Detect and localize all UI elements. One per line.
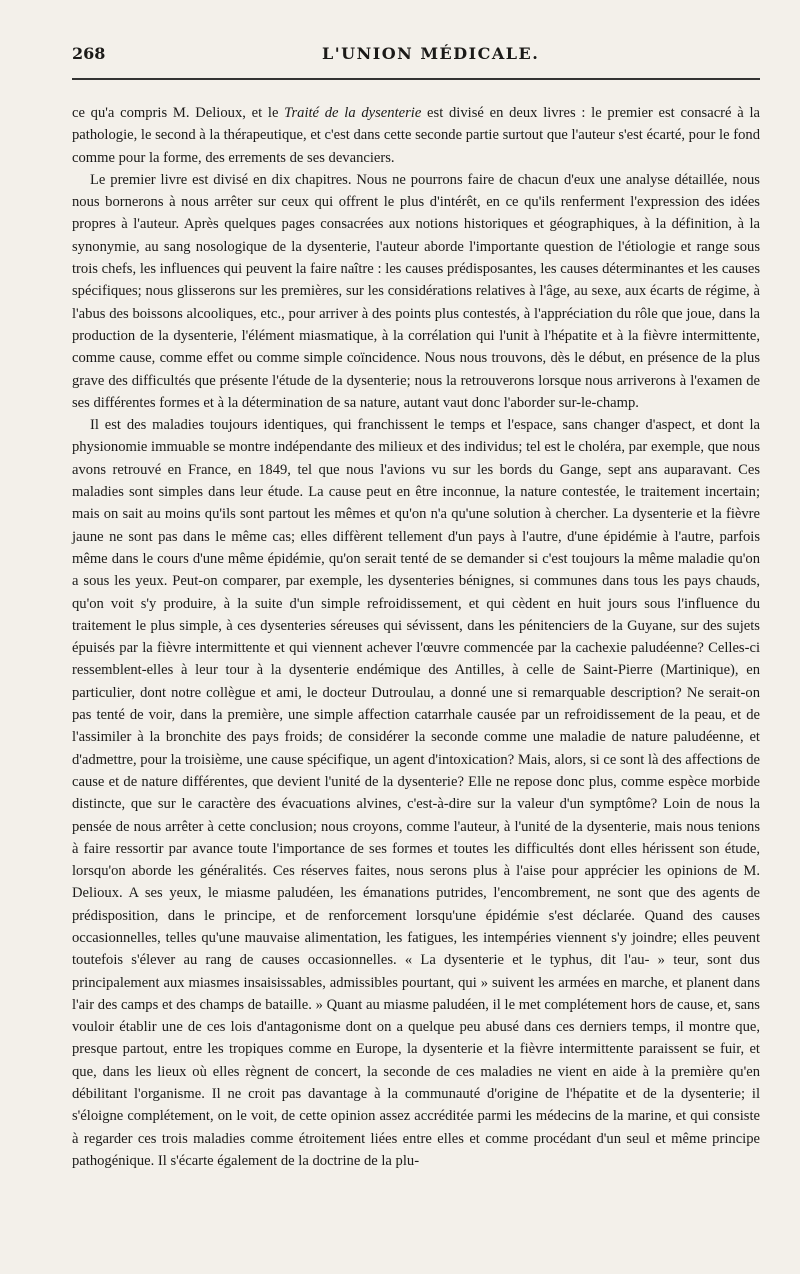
paragraph [72, 102, 760, 169]
page-number: 268 [72, 44, 106, 63]
book-title: Traité de la dysenterie [284, 105, 422, 121]
paragraph-text: est divisé en deux livres : le premier est consacré à la pathologie, le second à la thérapeutique, et c'est dans cette seconde partie surtout que l'auteur s'est écarté, pour le fond comme pour la forme, des errements de ses devanciers. [72, 105, 760, 166]
body-text [72, 102, 760, 1172]
paragraph: Le premier livre est divisé en dix chapitres. Nous ne pourrons faire de chacun d'eux une analyse détaillée, nous nous bornerons à nous arrêter sur ceux qui offrent le plus d'intérêt, en ce qu'ils renferment l'expression des idées propres à l'auteur. Après quelques pages consacrées aux notions historiques et géographiques, à la définition, à la synonymie, au sang nosologique de la dysenterie, l'auteur aborde l'importante question de l'étiologie et range sous trois chefs, les influences qui peuvent la faire naître : les causes prédisposantes, les causes déterminantes et les causes spécifiques; nous glisserons sur les premières, sur les considérations relatives à l'âge, au sexe, aux écarts de régime, à l'abus des boissons alcooliques, etc., pour arriver à des points plus contestés, à l'appréciation du rôle que joue, dans la production de la dysenterie, l'élément miasmatique, à la corrélation qui l'unit à l'hépatite et à la fièvre intermittente, comme cause, comme effet ou comme simple coïncidence. Nous nous trouvons, dès le début, en présence de la plus grave des difficultés que présente l'étude de la dysenterie; nous la retrouverons lorsque nous arriverons à l'examen de ses différentes formes et à la détermination de sa nature, autant vaut donc l'aborder sur-le-champ. [72, 171, 760, 411]
page-header [72, 44, 760, 80]
running-title: L'UNION MÉDICALE. [322, 44, 540, 63]
paragraph-text: ce qu'a compris M. Delioux, et le [72, 105, 285, 121]
paragraph: Il est des maladies toujours identiques, qui franchissent le temps et l'espace, sans changer d'aspect, et dont la physionomie immuable se montre indépendante des milieux et des individus; tel est le choléra, par exemple, que nous avons retrouvé en France, en 1849, tel que nous l'avions vu sur les bords du Gange, sept ans auparavant. Ces maladies sont simples dans leur étude. La cause peut en être inconnue, la nature contestée, le traitement incertain; mais on sait au moins qu'ils sont partout les mêmes et qu'on n'a qu'une solution à chercher. La dysenterie et la fièvre jaune ne sont pas dans le même cas; elles diffèrent tellement d'un pays à l'autre, d'une épidémie à l'autre, parfois même dans le cours d'une même épidémie, qu'on serait tenté de se demander si c'est toujours la même maladie qu'on a sous les yeux. Peut-on comparer, par exemple, les dysenteries bénignes, si communes dans tous les pays chauds, qu'on voit s'y produire, à la suite d'un simple refroidissement, et qui cèdent en huit jours sous l'influence du traitement le plus simple, à ces dysenteries séreuses qui sévissent, dans les pénitenciers de la Guyane, sur des sujets épuisés par la fièvre intermittente et qui viennent achever l'œuvre commencée par la cachexie paludéenne? Celles-ci ressemblent-elles à leur tour à la dysenterie endémique des Antilles, à celle de Saint-Pierre (Martinique), en particulier, dont notre collègue et ami, le docteur Dutroulau, a donné une si remarquable description? Ne serait-on pas tenté de voir, dans la première, une simple affection catarrhale causée par un refroidissement de la peau, et de l'assimiler à la bronchite des pays froids; de considérer la seconde comme une maladie de nature paludéenne, et d'admettre, pour la troisième, une cause spécifique, un agent d'intoxication? Mais, alors, si ce sont là des affections de cause et de nature différentes, que devient l'unité de la dysenterie? Elle ne repose donc plus, comme espèce morbide distincte, que sur le caractère des évacuations alvines, c'est-à-dire sur la valeur d'un symptôme? Loin de nous la pensée de nous arrêter à cette conclusion; nous croyons, comme l'auteur, à l'unité de la dysenterie, mais nous tenions à faire ressortir par avance toute l'importance de ses formes et toutes les difficultés dont elles hérissent son étude, lorsqu'on aborde les généralités. Ces réserves faites, nous serons plus à l'aise pour apprécier les opinions de M. Delioux. A ses yeux, le miasme paludéen, les émanations putrides, l'encombrement, ne sont que des agents de prédisposition, dans le principe, et de renforcement lorsqu'une épidémie s'est déclarée. Quand des causes occasionnelles, telles qu'une mauvaise alimentation, les fatigues, les intempéries viennent s'y joindre; elles peuvent toutefois s'élever au rang de causes occasionnelles. « La dysenterie et le typhus, dit l'au- » teur, sont dus principalement aux miasmes insaisissables, admissibles pourtant, qui » suivent les armées en marche, et planent dans l'air des camps et des champs de bataille. » Quant au miasme paludéen, il le met complétement hors de cause, et, sans vouloir établir une de ces lois d'antagonisme dont on a quelque peu abusé dans ces derniers temps, il montre que, presque partout, entre les tropiques comme en Europe, la dysenterie et la fièvre intermittente paraissent se fuir, et que, dans les lieux où elles règnent de concert, la seconde de ces maladies ne vient en aide à la première qu'en débilitant l'organisme. Il ne croit pas davantage à la communauté d'origine de l'hépatite et de la dysenterie; il s'éloigne complétement, on le voit, de cette opinion assez accréditée parmi les médecins de la marine, et qui consiste à regarder ces trois maladies comme étroitement liées entre elles et comme procédant d'un seul et même principe pathogénique. Il s'écarte également de la doctrine de la plu- [72, 417, 760, 1169]
